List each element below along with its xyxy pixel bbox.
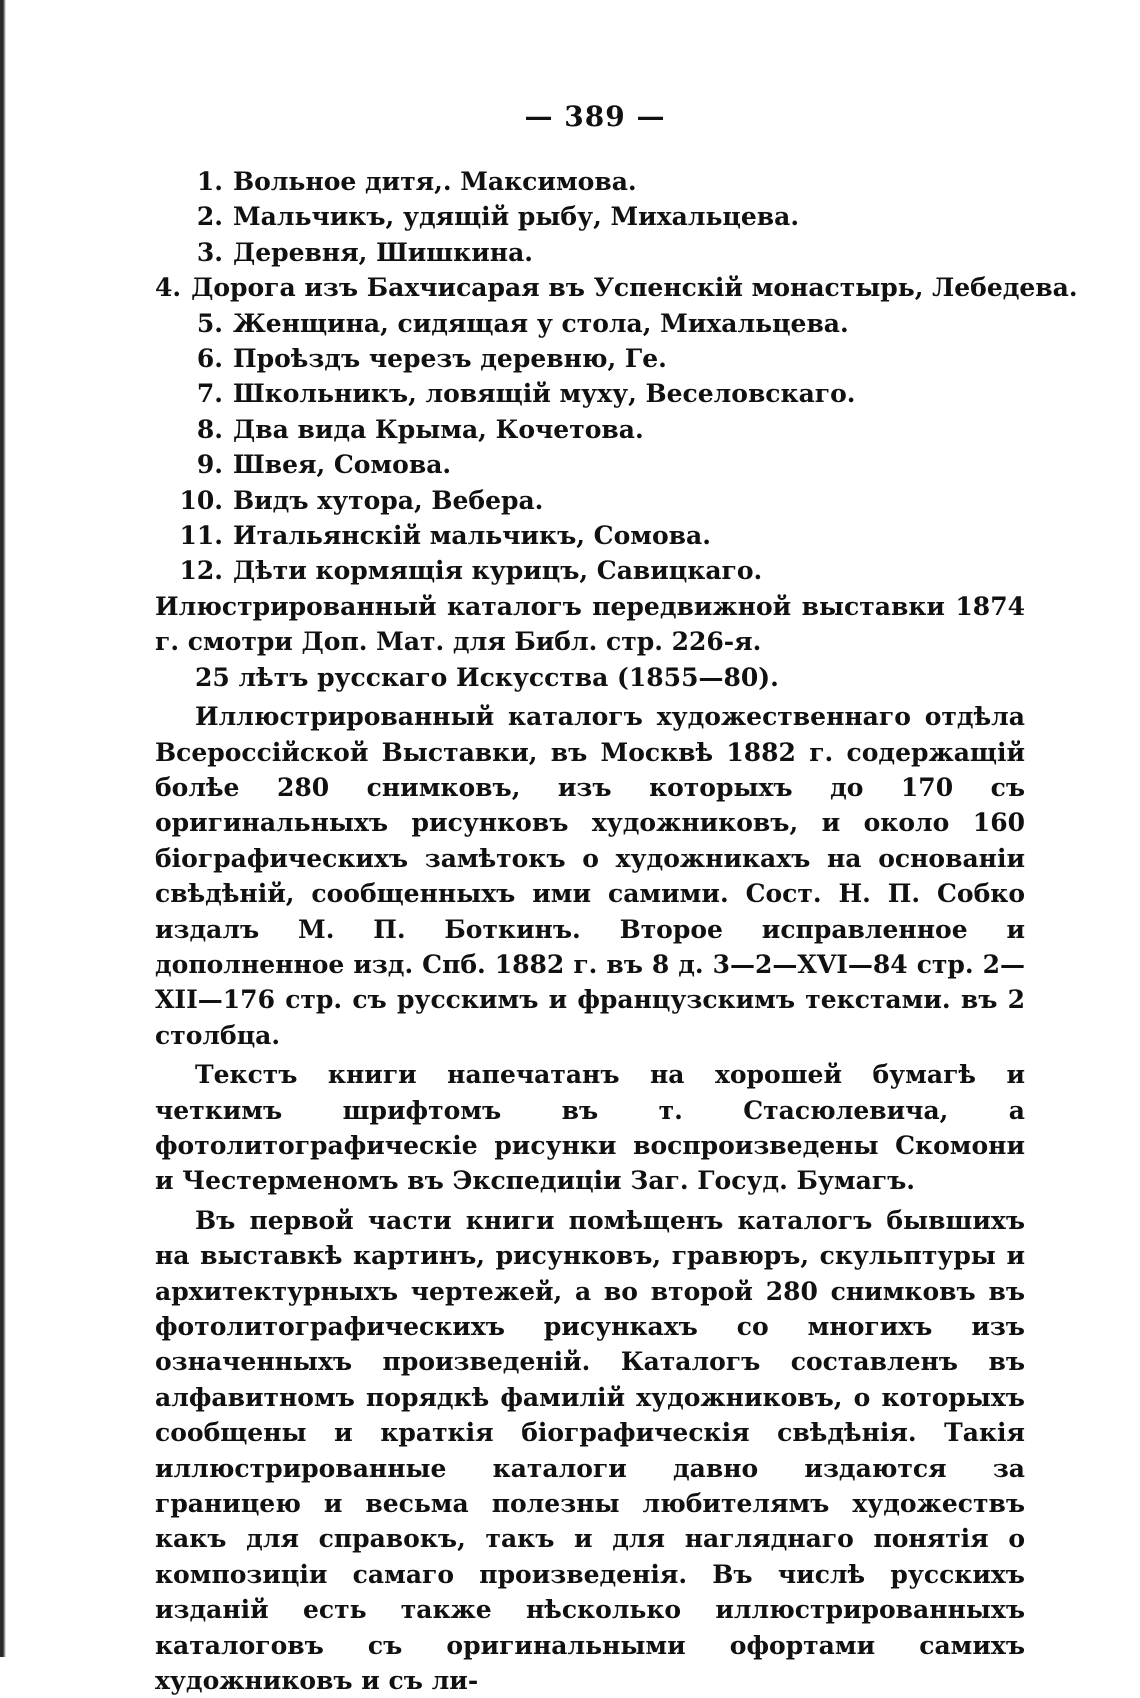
list-item	[155, 306, 1025, 341]
list-item-number: 9.	[196, 450, 223, 480]
list-item	[155, 412, 1025, 447]
list-item	[155, 199, 1025, 234]
paragraph-illustrated-catalog: Иллюстрированный каталогъ художественнаго отдѣла Всероссійской Выставки, въ Москвѣ 1882 г. содержащій болѣе 280 снимковъ, изъ которыхъ до 170 съ оригинальныхъ рисунковъ художниковъ, и около 160 біографическихъ замѣтокъ о художникахъ на основаніи свѣдѣній, сообщенныхъ ими самими. Сост. Н. П. Собко издалъ М. П. Боткинъ. Второе исправленное и дополненное изд. Спб. 1882 г. въ 8 д. 3—2—XVI—84 стр. 2—XII—176 стр. съ русскимъ и французскимъ текстами. въ 2 столбца.	[155, 702, 1025, 1050]
list-item-number: 8.	[196, 414, 223, 444]
list-item-text: Деревня, Шишкина.	[233, 237, 533, 267]
page-number: — 389 —	[524, 100, 666, 133]
list-item-number: 5.	[196, 308, 223, 338]
list-item-text: Мальчикъ, удящій рыбу, Михальцева.	[233, 202, 800, 232]
list-item-number: 4.	[155, 273, 182, 303]
list-item-text: Дорога изъ Бахчисарая въ Успенскій монастырь, Лебедева.	[191, 273, 1078, 303]
list-item-text: Женщина, сидящая у стола, Михальцева.	[233, 308, 849, 338]
list-item-text: Видъ хутора, Вебера.	[233, 485, 544, 515]
page-binding-edge	[0, 0, 6, 1657]
list-item	[155, 164, 1025, 199]
list-item-number: 7.	[196, 379, 223, 409]
artwork-list	[155, 164, 1078, 589]
list-item-text: Швея, Сомова.	[233, 450, 452, 480]
list-item-number: 6.	[196, 344, 223, 374]
list-item-text: Дѣти кормящія курицъ, Савицкаго.	[233, 556, 763, 586]
list-item	[155, 447, 1025, 482]
list-item-number: 10.	[179, 485, 223, 515]
paragraph-25-years: 25 лѣтъ русскаго Искусства (1855—80).	[195, 662, 779, 692]
paragraph-book-text: Текстъ книги напечатанъ на хорошей бумагѣ и четкимъ шрифтомъ въ т. Стасюлевича, а фотолитографическіе рисунки воспроизведены Скомони и Честерменомъ въ Экспедиціи Заг. Госуд. Бумагъ.	[155, 1060, 1025, 1196]
list-item-number: 12.	[179, 556, 223, 586]
list-item-text: Проѣздъ черезъ деревню, Ге.	[233, 344, 667, 374]
list-item	[155, 235, 1025, 270]
list-item	[155, 270, 1078, 305]
list-item	[155, 518, 1025, 553]
paragraph-exhibition-1874: Илюстрированный каталогъ передвижной выставки 1874 г. смотри Доп. Мат. для Библ. стр. 226-я.	[155, 591, 1025, 657]
list-item	[155, 483, 1025, 518]
page-text	[155, 164, 1078, 1698]
list-item-text: Вольное дитя,. Максимова.	[233, 167, 637, 196]
list-item-text: Итальянскій мальчикъ, Сомова.	[233, 521, 711, 551]
list-item-number: 1.	[196, 167, 223, 196]
list-item	[155, 553, 1025, 588]
list-item-number: 3.	[196, 237, 223, 267]
list-item-number: 11.	[179, 521, 223, 551]
list-item-number: 2.	[196, 202, 223, 232]
list-item	[155, 376, 1025, 411]
list-item-text: Два вида Крыма, Кочетова.	[233, 414, 644, 444]
paragraph-book-contents: Въ первой части книги помѣщенъ каталогъ бывшихъ на выставкѣ картинъ, рисунковъ, гравюръ, скульптуры и архитектурныхъ чертежей, а во второй 280 снимковъ въ фотолитографическихъ рисункахъ со многихъ изъ означенныхъ произведеній. Каталогъ составленъ въ алфавитномъ порядкѣ фамилій художниковъ, о которыхъ сообщены и краткія біографическія свѣдѣнія. Такія иллюстрированные каталоги давно издаются за границею и весьма полезны любителямъ художествъ какъ для справокъ, такъ и для нагляднаго понятія о композиціи самаго произведенія. Въ числѣ русскихъ изданій есть также нѣсколько иллюстрированныхъ каталоговъ съ оригинальными офортами самихъ художниковъ и съ ли-	[155, 1205, 1025, 1696]
list-item-text: Школьникъ, ловящій муху, Веселовскаго.	[233, 379, 856, 409]
list-item	[155, 341, 1025, 376]
